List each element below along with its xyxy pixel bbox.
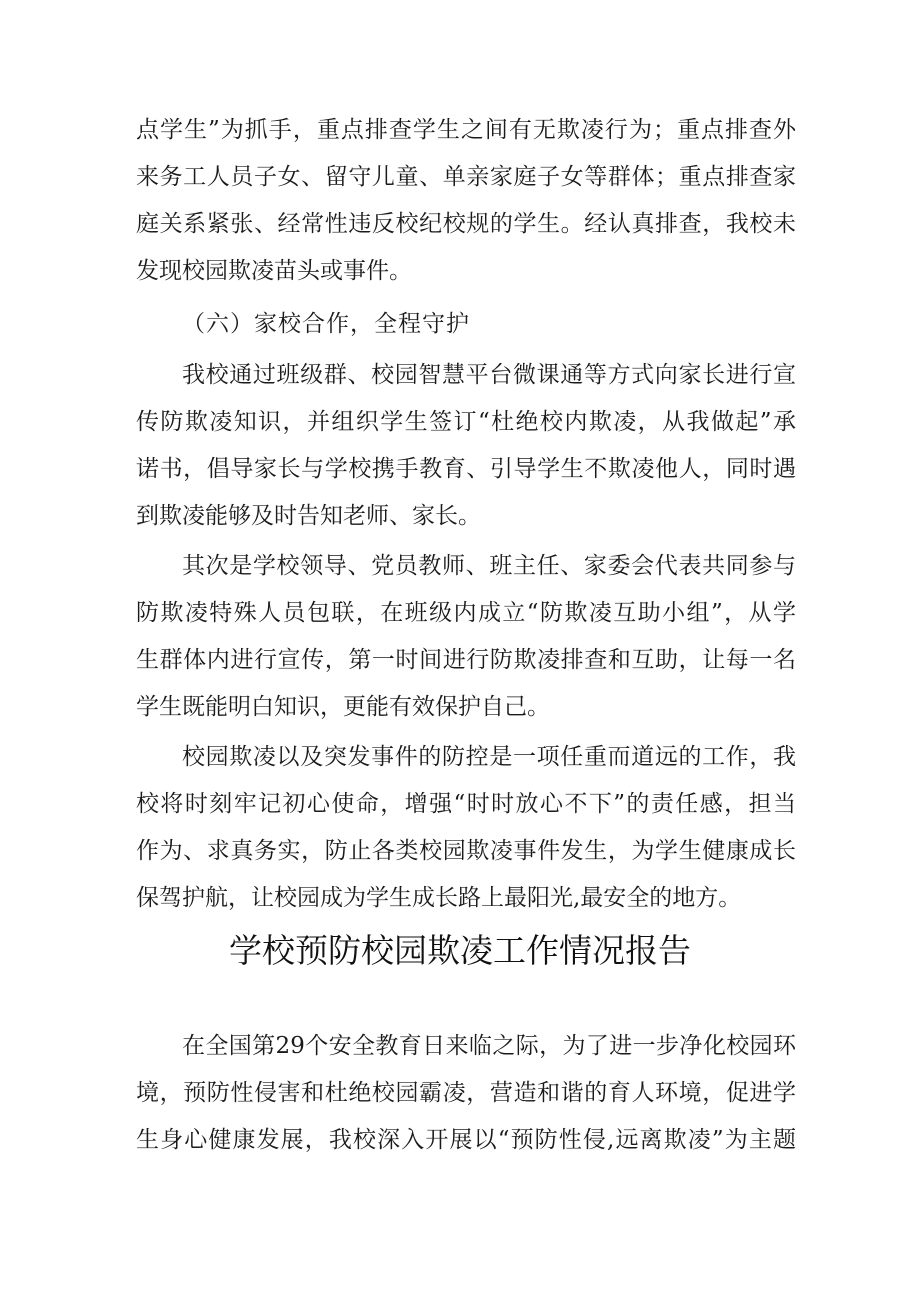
section-heading: （六）家校合作，全程守护: [182, 311, 470, 337]
text-line: 发现校园欺凌苗头或事件。: [136, 258, 412, 284]
text-line: 在全国第29个安全教育日来临之际，为了进一步净化校园环: [182, 1033, 796, 1059]
text-line: 境，预防性侵害和杜绝校园霸凌，营造和谐的育人环境，促进学: [136, 1080, 796, 1106]
text-line: 点学生”为抓手，重点排查学生之间有无欺凌行为；重点排查外: [136, 117, 796, 143]
text-line: 到欺凌能够及时告知老师、家长。: [136, 503, 481, 529]
text-line: 传防欺凌知识，并组织学生签订“杜绝校内欺凌，从我做起”承: [136, 409, 796, 435]
text-line: 学生既能明白知识，更能有效保护自己。: [136, 694, 550, 720]
report-title: 学校预防校园欺凌工作情况报告: [229, 931, 691, 970]
text-line: 其次是学校领导、党员教师、班主任、家委会代表共同参与: [182, 553, 796, 579]
text-line: 防欺凌特殊人员包联，在班级内成立“防欺凌互助小组”，从学: [136, 600, 796, 626]
text-line: 生身心健康发展，我校深入开展以“预防性侵,远离欺凌”为主题: [136, 1127, 796, 1153]
text-line: 作为、求真务实，防止各类校园欺凌事件发生，为学生健康成长: [136, 838, 796, 864]
text-line: 校将时刻牢记初心使命，增强“时时放心不下”的责任感，担当: [136, 791, 796, 817]
text-line: 庭关系紧张、经常性违反校纪校规的学生。经认真排查，我校未: [136, 211, 796, 237]
text-line: 校园欺凌以及突发事件的防控是一项任重而道远的工作，我: [182, 744, 796, 770]
text-line: 来务工人员子女、留守儿童、单亲家庭子女等群体；重点排查家: [136, 164, 796, 190]
text-line: 保驾护航，让校园成为学生成长路上最阳光,最安全的地方。: [136, 885, 742, 911]
text-line: 诺书，倡导家长与学校携手教育、引导学生不欺凌他人，同时遇: [136, 456, 796, 482]
text-line: 生群体内进行宣传，第一时间进行防欺凌排查和互助，让每一名: [136, 647, 796, 673]
text-line: 我校通过班级群、校园智慧平台微课通等方式向家长进行宣: [182, 362, 796, 388]
